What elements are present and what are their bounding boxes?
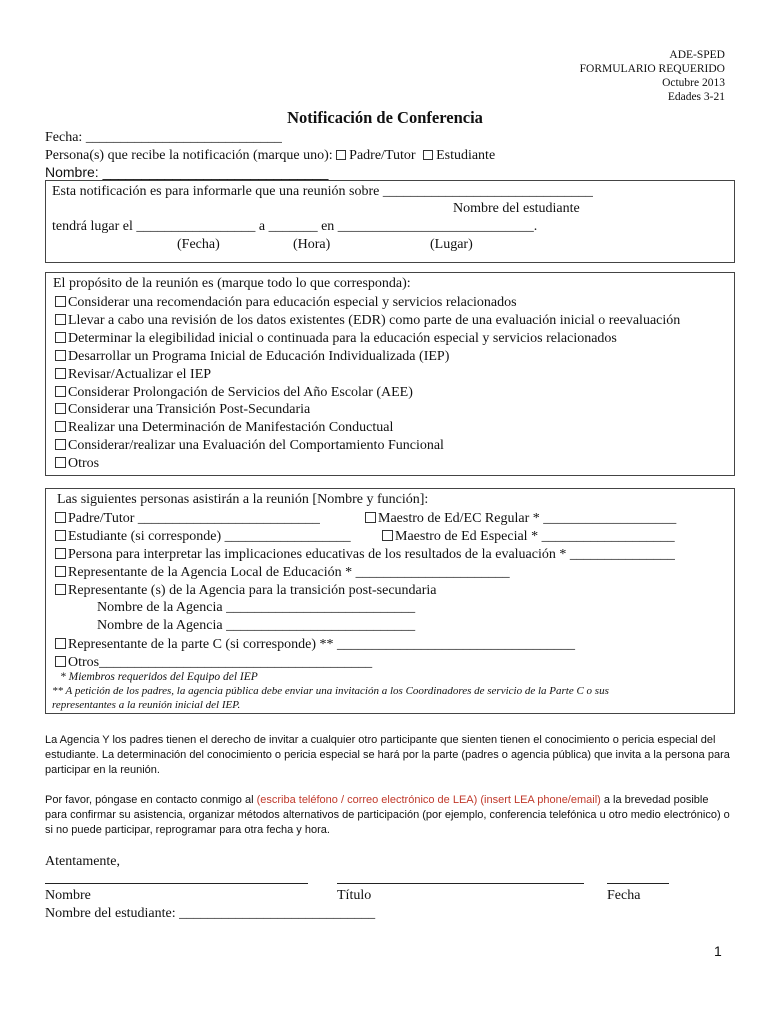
hora-caption: (Hora): [293, 237, 331, 252]
persona-row: [45, 148, 495, 164]
purpose-checkbox[interactable]: [55, 439, 66, 450]
lugar-caption: (Lugar): [430, 237, 473, 252]
attendee-interprete: [53, 546, 675, 564]
purpose-item: [53, 401, 310, 419]
purpose-checkbox[interactable]: [55, 332, 66, 343]
notice-line2: tendrá lugar el _________________ a _______ en ____________________________.: [52, 219, 538, 234]
purpose-item-label: Desarrollar un Programa Inicial de Educación Individualizada (IEP): [68, 348, 450, 364]
padre-checkbox-2[interactable]: [55, 512, 66, 523]
padre-option-label: Padre/Tutor: [349, 148, 416, 163]
purpose-item: [53, 312, 680, 330]
signature-name-line[interactable]: [45, 883, 308, 884]
purpose-item: [53, 330, 617, 348]
purpose-checkbox[interactable]: [55, 457, 66, 468]
contact-placeholder: (escriba teléfono / correo electrónico de LEA) (insert LEA phone/email): [256, 794, 601, 806]
purpose-item-label: Otros: [68, 456, 100, 472]
page-title: Notificación de Conferencia: [287, 108, 483, 127]
fecha-caption: (Fecha): [177, 237, 220, 252]
purpose-item-label: Considerar una Transición Post-Secundaria: [68, 402, 311, 418]
padre-checkbox[interactable]: [336, 150, 346, 160]
agencia-name-1: Nombre de la Agencia ___________________________: [97, 600, 416, 615]
attendee-estudiante: [53, 528, 351, 546]
purpose-checkbox[interactable]: [55, 368, 66, 379]
form-required-label: FORMULARIO REQUERIDO: [579, 63, 725, 75]
purpose-item: [53, 437, 444, 455]
purpose-item: [53, 455, 99, 473]
signature-title-line[interactable]: [337, 883, 584, 884]
attendee-maestro-regular: [363, 510, 676, 528]
attendee-padre-label: Padre/Tutor __________________________: [68, 511, 320, 526]
parte-c-label: Representante de la parte C (si corresponde) ** __________________________________: [68, 637, 576, 652]
purpose-checkbox[interactable]: [55, 350, 66, 361]
estudiante-option-label: Estudiante: [436, 148, 496, 163]
otros-attendee-label: Otros_______________________________________: [68, 655, 373, 670]
contact-paragraph: [45, 793, 730, 838]
page-number: 1: [714, 943, 722, 959]
footnote-part-c-cont: representantes a la reunión inicial del IEP.: [52, 699, 241, 711]
maestro-especial-label: Maestro de Ed Especial * ___________________: [395, 529, 675, 544]
purpose-item: [53, 294, 517, 312]
nombre-field: Nombre: _____________________________: [45, 164, 329, 180]
agencia-local-label: Representante de la Agencia Local de Educación * ______________________: [68, 565, 510, 580]
attendee-maestro-especial: [380, 528, 675, 546]
signature-title-label: Título: [337, 888, 372, 903]
contact-text-start: Por favor, póngase en contacto conmigo al: [45, 794, 257, 806]
estudiante-checkbox[interactable]: [423, 150, 433, 160]
purpose-item: [53, 419, 393, 437]
purpose-checkbox[interactable]: [55, 386, 66, 397]
maestro-regular-label: Maestro de Ed/EC Regular * ___________________: [378, 511, 677, 526]
signature-date-label: Fecha: [607, 888, 641, 903]
attendee-agencia-local: [53, 564, 510, 582]
footnote-part-c: ** A petición de los padres, la agencia pública debe enviar una invitación a los Coordinadores de servicio de la Parte C o sus: [52, 685, 609, 697]
attendees-heading: Las siguientes personas asistirán a la reunión [Nombre y función]:: [57, 492, 429, 507]
purpose-item-label: Considerar/realizar una Evaluación del Comportamiento Funcional: [68, 438, 444, 454]
signature-date-line[interactable]: [607, 883, 669, 884]
notice-line1: Esta notificación es para informarle que una reunión sobre ______________________________: [52, 184, 593, 199]
agencia-transicion-checkbox[interactable]: [55, 584, 66, 595]
purpose-item-label: Llevar a cabo una revisión de los datos existentes (EDR) como parte de una evaluación inicial o reevaluación: [68, 312, 681, 328]
agencia-transicion-label: Representante (s) de la Agencia para la transición post-secundaria: [68, 583, 437, 598]
purpose-item: [53, 366, 211, 384]
attendee-agencia-transicion: [53, 582, 437, 600]
persona-label: Persona(s) que recibe la notificación (marque uno):: [45, 148, 333, 163]
interprete-checkbox[interactable]: [55, 548, 66, 559]
form-ages: Edades 3-21: [667, 91, 725, 103]
fecha-field: Fecha: ____________________________: [45, 130, 282, 145]
agencia-local-checkbox[interactable]: [55, 566, 66, 577]
signature-name-label: Nombre: [45, 888, 91, 903]
estudiante-checkbox-2[interactable]: [55, 530, 66, 541]
maestro-especial-checkbox[interactable]: [382, 530, 393, 541]
purpose-heading: El propósito de la reunión es (marque todo lo que corresponda):: [53, 276, 411, 291]
purpose-checkbox[interactable]: [55, 296, 66, 307]
closing: Atentamente,: [45, 854, 121, 869]
form-date: Octubre 2013: [662, 77, 725, 89]
purpose-item-label: Considerar Prolongación de Servicios del Año Escolar (AEE): [68, 384, 413, 400]
purpose-item-label: Realizar una Determinación de Manifestación Conductual: [68, 420, 394, 436]
agencia-name-2: Nombre de la Agencia ___________________________: [97, 618, 416, 633]
attendee-padre: [53, 510, 320, 528]
purpose-checkbox[interactable]: [55, 403, 66, 414]
contact-text-end: a la brevedad posible para confirmar su asistencia, organizar métodos alternativos de participación (por ejemplo, conferencia telefónica u otro medio electrónico) o si no puede participar, reprogramar para otra fecha y hora.: [45, 794, 730, 836]
attendee-estudiante-label: Estudiante (si corresponde) __________________: [68, 529, 351, 544]
parte-c-checkbox[interactable]: [55, 638, 66, 649]
purpose-item-label: Revisar/Actualizar el IEP: [68, 366, 212, 382]
purpose-item: [53, 348, 449, 366]
student-name-caption: Nombre del estudiante: [453, 201, 580, 216]
form-code: ADE-SPED: [669, 49, 725, 61]
attendee-parte-c: [53, 636, 575, 654]
purpose-checkbox[interactable]: [55, 421, 66, 432]
student-name-field: Nombre del estudiante: ____________________________: [45, 906, 376, 921]
interprete-label: Persona para interpretar las implicaciones educativas de los resultados de la evaluación * _______________: [68, 547, 675, 562]
rights-paragraph: La Agencia Y los padres tienen el derecho de invitar a cualquier otro participante que sienten tienen el conocimiento o pericia especial del estudiante. La determinación del conocimiento o pericia especial se hará por la parte (padres o agencia pública) que invita a la persona para participar en la reunión.: [45, 734, 730, 776]
maestro-regular-checkbox[interactable]: [365, 512, 376, 523]
purpose-item-label: Determinar la elegibilidad inicial o continuada para la educación especial y servicios relacionados: [68, 330, 617, 346]
attendee-otros: [53, 654, 372, 672]
purpose-item-label: Considerar una recomendación para educación especial y servicios relacionados: [68, 295, 517, 310]
purpose-item: [53, 384, 413, 402]
purpose-checkbox[interactable]: [55, 314, 66, 325]
otros-attendee-checkbox[interactable]: [55, 656, 66, 667]
footnote-required: * Miembros requeridos del Equipo del IEP: [60, 671, 258, 683]
